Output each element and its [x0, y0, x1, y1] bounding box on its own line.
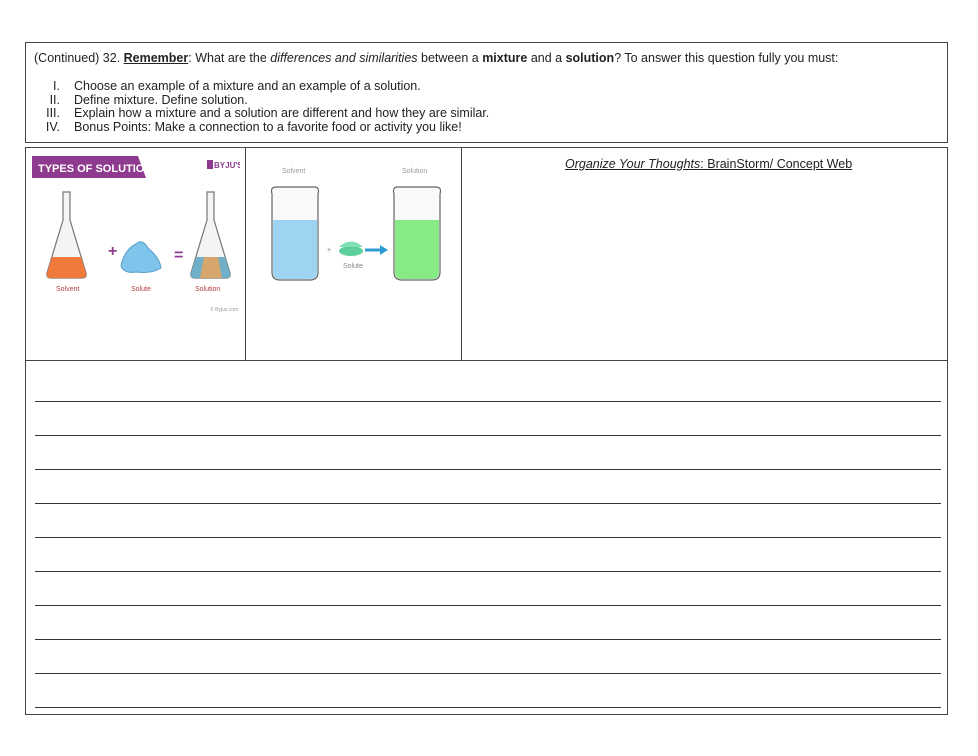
writing-line	[35, 571, 941, 572]
solute-label: Solute	[131, 286, 151, 293]
writing-line	[35, 673, 941, 674]
solvent-label: Solvent	[56, 286, 80, 293]
plus-sign: +	[108, 243, 118, 260]
copyright-text: © Byjus.com	[210, 307, 239, 313]
instructions-list	[38, 80, 489, 134]
column-divider	[461, 148, 462, 360]
writing-line	[35, 469, 941, 470]
writing-line	[35, 605, 941, 606]
question-keyword: Remember	[123, 51, 189, 65]
types-of-solutions-image	[32, 154, 240, 314]
list-item: II. Define mixture. Define solution.	[49, 92, 248, 107]
writing-line	[35, 537, 941, 538]
writing-line	[35, 435, 941, 436]
solute-dish-icon	[339, 246, 363, 256]
solute-blob-icon	[121, 242, 161, 273]
banner-text: TYPES OF SOLUTIONS	[38, 163, 160, 175]
question-text: (Continued) 32. Remember: What are the differences and similarities between a mixture and a solution? To answer this question fully you must:	[34, 51, 839, 65]
solution-label: Solution	[195, 286, 221, 293]
column-divider	[245, 148, 246, 360]
list-item: IV. Bonus Points: Make a connection to a favorite food or activity you like!	[45, 119, 462, 134]
solvent-label: Solvent	[282, 168, 306, 175]
question-box	[25, 42, 948, 143]
list-item: I. Choose an example of a mixture and an example of a solution.	[53, 79, 421, 93]
solvent-liquid	[47, 257, 86, 278]
answer-box	[25, 147, 948, 715]
list-item: III. Explain how a mixture and a solution are different and how they are similar.	[46, 106, 490, 120]
organize-thoughts-heading: Organize Your Thoughts: BrainStorm/ Concept Web	[565, 157, 853, 171]
solution-label: Solution	[402, 168, 428, 175]
brand-text: BYJU'S	[214, 161, 240, 170]
plus-sign: +	[327, 247, 332, 254]
equals-sign: =	[174, 247, 184, 264]
solvent-liquid	[273, 220, 317, 279]
row-divider	[26, 360, 947, 361]
solvent-solute-beaker-image	[252, 154, 457, 294]
writing-line	[35, 707, 941, 708]
writing-line	[35, 503, 941, 504]
solution-liquid	[395, 220, 439, 279]
byjus-logo-icon	[207, 160, 213, 169]
solute-label: Solute	[343, 263, 363, 270]
writing-line	[35, 639, 941, 640]
writing-line	[35, 401, 941, 402]
